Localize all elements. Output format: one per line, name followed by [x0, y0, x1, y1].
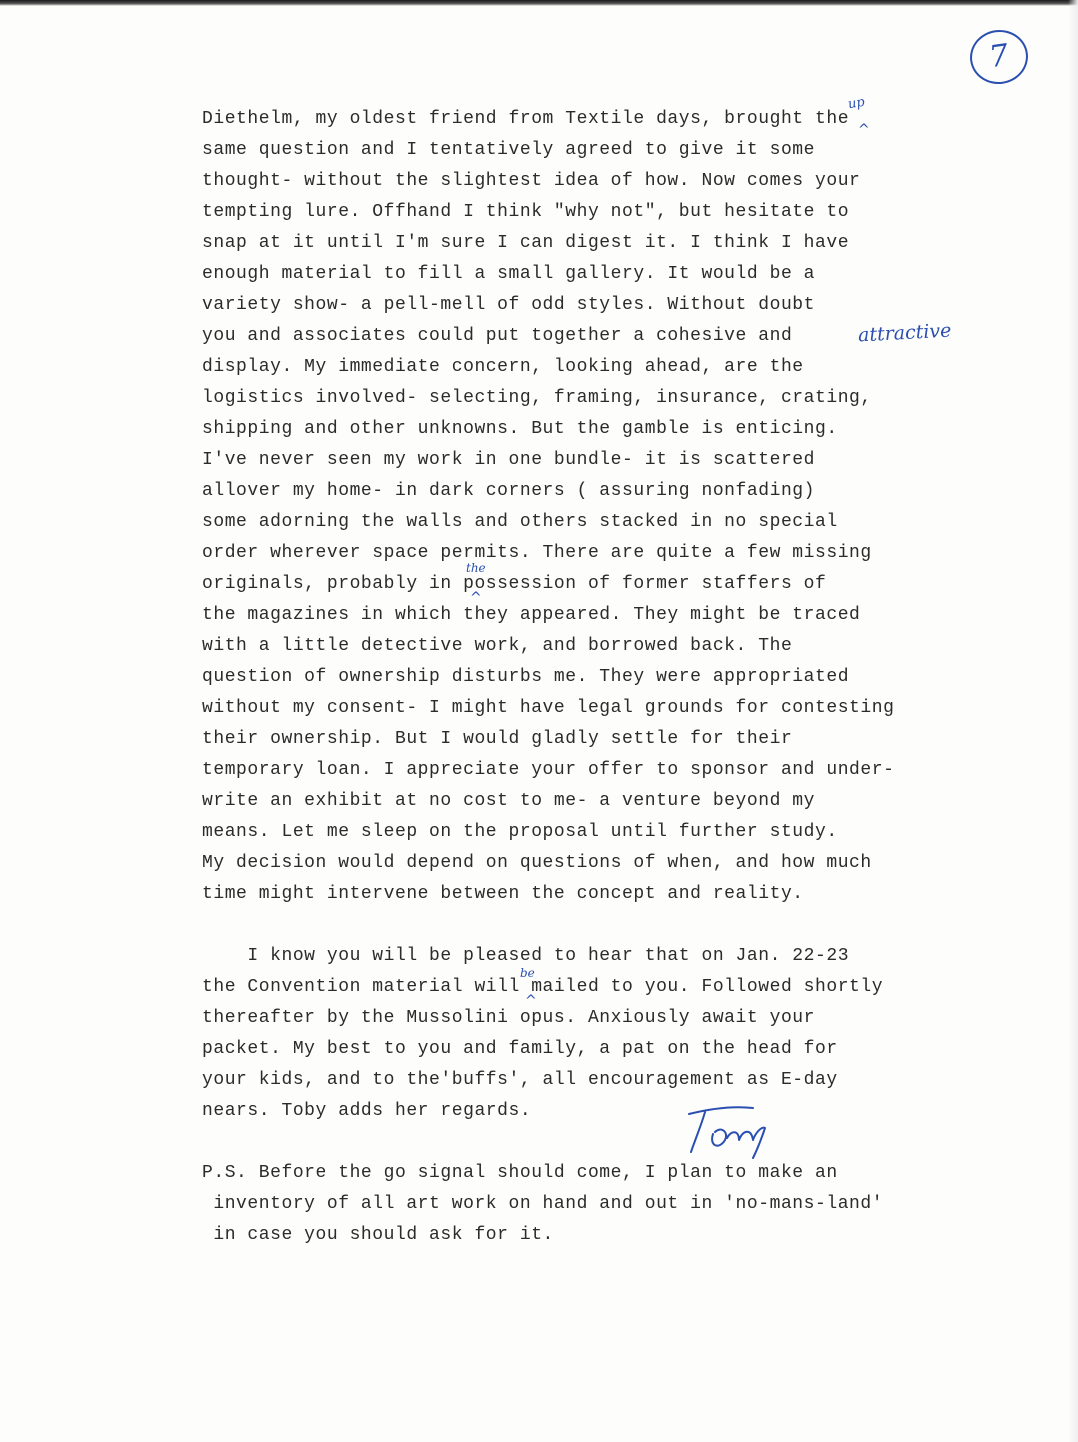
ps-line: inventory of all art work on hand and out in 'no-mans-land': [202, 1194, 884, 1214]
body-line: allover my home- in dark corners ( assuring nonfading): [202, 481, 815, 501]
second-line: your kids, and to the'buffs', all encouragement as E-day: [202, 1070, 838, 1090]
page-number-circle: 7: [967, 26, 1032, 88]
body-line: question of ownership disturbs me. They were appropriated: [202, 667, 850, 687]
ps-line: in case you should ask for it.: [202, 1225, 554, 1245]
body-line: without my consent- I might have legal grounds for contesting: [202, 698, 895, 718]
insertion-caret: ^: [525, 993, 537, 1009]
body-line: Diethelm, my oldest friend from Textile days, brought the: [202, 109, 850, 129]
body-paragraph: [202, 104, 894, 910]
postscript: [202, 1158, 883, 1251]
insertion-caret: ^: [858, 122, 870, 138]
body-line: order wherever space permits. There are quite a few missing: [202, 543, 872, 563]
second-line: thereafter by the Mussolini opus. Anxiously await your: [202, 1008, 815, 1028]
top-edge-shadow: [0, 0, 1078, 6]
handwritten-note-up: up: [846, 94, 866, 113]
body-line: you and associates could put together a cohesive and: [202, 326, 793, 346]
body-line: the magazines in which they appeared. They might be traced: [202, 605, 861, 625]
body-line: their ownership. But I would gladly settle for their: [202, 729, 793, 749]
second-line: nears. Toby adds her regards.: [202, 1101, 532, 1121]
body-line: snap at it until I'm sure I can digest it. I think I have: [202, 233, 850, 253]
body-line: time might intervene between the concept and reality.: [202, 884, 804, 904]
second-line: packet. My best to you and family, a pat on the head for: [202, 1039, 838, 1059]
body-line: logistics involved- selecting, framing, insurance, crating,: [202, 388, 872, 408]
second-line: I know you will be pleased to hear that on Jan. 22-23: [202, 946, 850, 966]
body-line: temporary loan. I appreciate your offer to sponsor and under-: [202, 760, 895, 780]
body-line: display. My immediate concern, looking ahead, are the: [202, 357, 804, 377]
body-line: thought- without the slightest idea of how. Now comes your: [202, 171, 861, 191]
body-line: My decision would depend on questions of when, and how much: [202, 853, 872, 873]
body-line: shipping and other unknowns. But the gamble is enticing.: [202, 419, 838, 439]
ps-line: P.S. Before the go signal should come, I plan to make an: [202, 1163, 838, 1183]
right-edge-shadow: [1068, 0, 1078, 1442]
handwritten-note-attractive: attractive: [857, 319, 952, 347]
handwritten-note-be: be: [520, 966, 535, 980]
body-line: variety show- a pell-mell of odd styles. Without doubt: [202, 295, 815, 315]
body-line: some adorning the walls and others stacked in no special: [202, 512, 838, 532]
body-line: means. Let me sleep on the proposal until further study.: [202, 822, 838, 842]
body-line: I've never seen my work in one bundle- it is scattered: [202, 450, 815, 470]
handwritten-note-the: the: [466, 561, 486, 575]
body-line: enough material to fill a small gallery. It would be a: [202, 264, 815, 284]
signature-tony: [683, 1100, 793, 1160]
body-line: write an exhibit at no cost to me- a venture beyond my: [202, 791, 815, 811]
second-line: the Convention material will mailed to you. Followed shortly: [202, 977, 884, 997]
body-line: tempting lure. Offhand I think "why not", but hesitate to: [202, 202, 850, 222]
body-line: with a little detective work, and borrowed back. The: [202, 636, 793, 656]
body-line: originals, probably in possession of former staffers of: [202, 574, 827, 594]
insertion-caret: ^: [470, 590, 482, 606]
body-line: same question and I tentatively agreed to give it some: [202, 140, 815, 160]
